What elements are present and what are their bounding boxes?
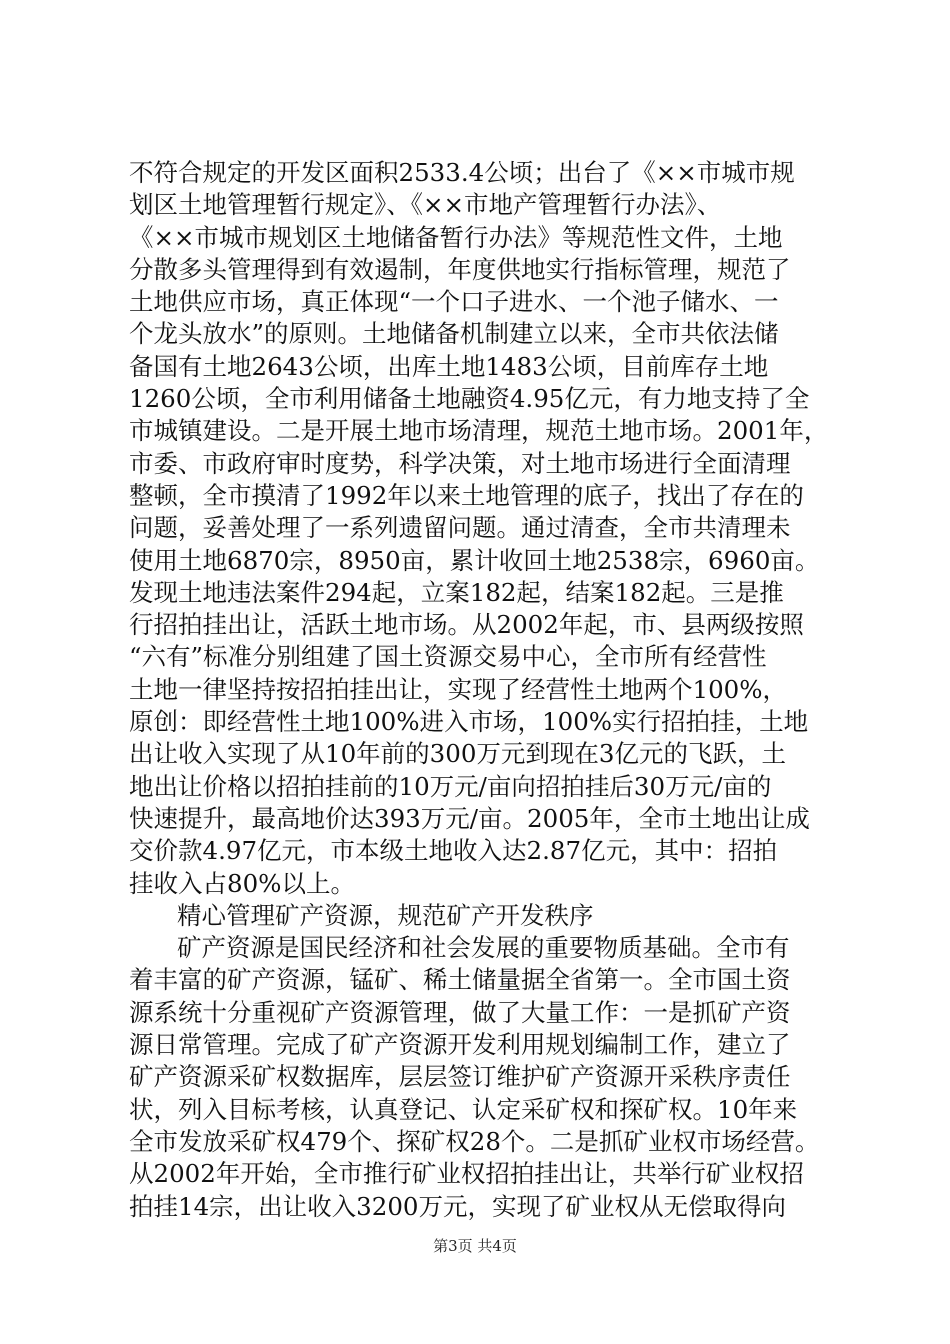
body-text	[129, 157, 849, 1223]
text-line: 《××市城市规划区土地储备暂行办法》等规范性文件，土地	[129, 222, 783, 252]
text-line: 分散多头管理得到有效遏制，年度供地实行指标管理，规范了	[129, 254, 791, 284]
text-line: 土地供应市场，真正体现“一个口子进水、一个池子储水、一	[129, 287, 779, 317]
text-line: 矿产资源采矿权数据库，层层签订维护矿产资源开采秩序责任	[129, 1062, 791, 1092]
text-line: 划区土地管理暂行规定》、《××市地产管理暂行办法》、	[129, 190, 722, 220]
text-line: 快速提升，最高地价达393万元/亩。2005年，全市土地出让成	[129, 803, 810, 833]
text-line: 矿产资源是国民经济和社会发展的重要物质基础。全市有	[177, 933, 790, 963]
text-line: 问题，妥善处理了一系列遗留问题。通过清查，全市共清理未	[129, 513, 791, 543]
text-line: 地出让价格以招拍挂前的10万元/亩向招拍挂后30万元/亩的	[129, 771, 772, 801]
text-line: 行招拍挂出让，活跃土地市场。从2002年起，市、县两级按照	[129, 610, 804, 640]
text-line: 挂收入占80%以上。	[129, 868, 355, 898]
text-line: 整顿，全市摸清了1992年以来土地管理的底子，找出了存在的	[129, 480, 804, 510]
text-line: 市城镇建设。二是开展土地市场清理，规范土地市场。2001年，	[129, 416, 829, 446]
text-line: 土地一律坚持按招拍挂出让，实现了经营性土地两个100%，	[129, 674, 788, 704]
text-line: 1260公顷，全市利用储备土地融资4.95亿元，有力地支持了全	[129, 384, 810, 414]
text-line: 不符合规定的开发区面积2533.4公顷；出台了《××市城市规	[129, 158, 795, 187]
text-line: 交价款4.97亿元，市本级土地收入达2.87亿元，其中：招拍	[129, 836, 778, 866]
text-line: 使用土地6870宗，8950亩，累计收回土地2538宗，6960亩。	[129, 545, 820, 575]
text-line: 拍挂14宗，出让收入3200万元，实现了矿业权从无偿取得向	[129, 1191, 787, 1221]
text-line: 全市发放采矿权479个、探矿权28个。二是抓矿业权市场经营。	[129, 1126, 820, 1156]
text-line: 状，列入目标考核，认真登记、认定采矿权和探矿权。10年来	[129, 1094, 798, 1124]
text-line: 个龙头放水”的原则。土地储备机制建立以来，全市共依法储	[129, 319, 779, 349]
text-line: 发现土地违法案件294起，立案182起，结案182起。三是推	[129, 577, 784, 607]
text-line: 备国有土地2643公顷，出库土地1483公顷，目前库存土地	[129, 351, 769, 381]
text-line: 出让收入实现了从10年前的300万元到现在3亿元的飞跃，土	[129, 739, 787, 769]
text-line: 从2002年开始，全市推行矿业权招拍挂出让，共举行矿业权招	[129, 1159, 804, 1189]
text-line: 源系统十分重视矿产资源管理，做了大量工作：一是抓矿产资	[129, 997, 791, 1027]
text-line: 市委、市政府审时度势，科学决策，对土地市场进行全面清理	[129, 448, 791, 478]
text-line: 原创：即经营性土地100%进入市场，100%实行招拍挂，土地	[129, 707, 809, 737]
page-footer: 第3页 共4页	[433, 1237, 517, 1255]
section-heading: 精心管理矿产资源，规范矿产开发秩序	[177, 900, 594, 930]
text-line: 着丰富的矿产资源，锰矿、稀土储量据全省第一。全市国土资	[129, 965, 791, 995]
text-line: 源日常管理。完成了矿产资源开发利用规划编制工作，建立了	[129, 1030, 791, 1060]
text-line: “六有”标准分别组建了国土资源交易中心，全市所有经营性	[129, 642, 767, 672]
